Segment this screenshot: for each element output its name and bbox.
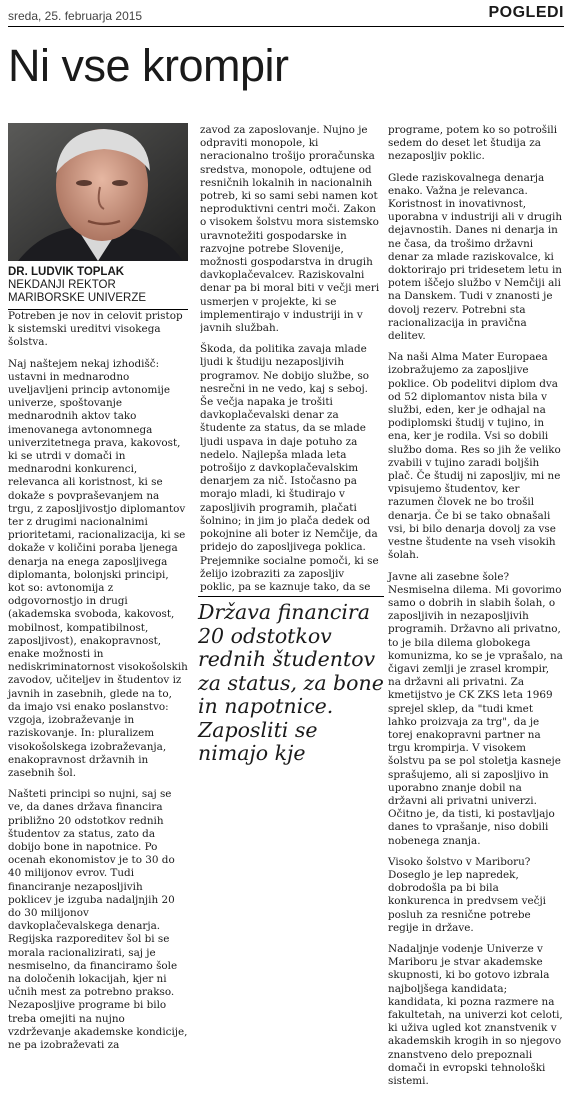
paragraph: Javne ali zasebne šole? Nesmiselna dilema. Mi govorimo samo o dobrih in slabih šolah, o zaposljivih in nezaposljivih programih. Državno ali privatno, to je bila dilema globokega komunizma, ko se je vprašalo, na čigavi zemlji je zrasel krompir, na državni ali privatni. Za kmetijstvo je CK ZKS leta 1969 sprejel sklep, da "tudi kmet lahko proizvaja za trg", da je torej enakopravni partner na trgu krompirja. V visokem šolstvu pa se pol stoletja kasneje sprašujemo, ali si zaposljivo in uporabno znanje dobil na državni ali privatni univerzi. Očitno je, da tisti, ki postavljajo danes to vprašanje, niso dobili nobenega znanja. bbox=[388, 570, 563, 847]
section-name: POGLEDI bbox=[488, 4, 564, 21]
paragraph: Škoda, da politika zavaja mlade ljudi k študiju nezaposljivih programov. Ne dobijo službe, so nesrečni in ne vedo, kaj s seboj. Še večja napaka je trošiti davkoplačevalski denar za študente za status, da se mlade ljudi uspava in daje potuho za nedelo. Najlepša mlada leta potrošijo z davkoplačevalskim denarjem za nič. Istočasno pa morajo mladi, ki študirajo v zaposljivih programih, plačati šolnino; in jim jo plača dedek od pokojnine ali boter iz Nemčije, da pridejo do zaposljivega poklica. Prejemnike socialne pomoči, ki se želijo izobraziti za zaposljiv poklic, pa se kaznuje tako, da se bbox=[200, 343, 379, 592]
article-title: Ni vse krompir bbox=[8, 40, 289, 91]
paragraph: Potreben je nov in celovit pristop k sistemski ureditvi visokega šolstva. bbox=[8, 310, 183, 349]
paragraph: Naj naštejem nekaj izhodišč: ustavni in mednarodno uveljavljeni princip avtonomije univerze, spoštovanje mednarodnih aktov tako imenovanega avtonomnega univerzitetnega prava, kakovost, ki se utrdi v domači in mednarodni konkurenci, relevanca ali koristnost, ki se dokaže s povpraševanjem na trgu, z zaposljivostjo diplomantov ter z drugimi nacionalnimi prioritetami, racionalizacija, ki se dokaže v količini poraba ljenega denarja na enega zaposljivega diplomanta, bolonjski principi, kot so: avtonomija z odgovornostjo in drugi (akademska svoboda, kakovost, mobilnost, kompatibilnost, zaposljivost), enakopravnost, enake možnosti in nediskriminatornost visokošolskih zavodov, učiteljev in študentov iz javnih in zasebnih, glede na to, da imajo vsi enako poslanstvo: vzgoja, izobraževanje in raziskovanje. In: pluralizem visokošolskega izobraževanja, enakopravnost državnih in zasebnih šol. bbox=[8, 357, 188, 779]
text-column-3 bbox=[388, 124, 564, 1096]
paragraph: programe, potem ko so potrošili sedem do deset let študija za nezaposljiv poklic. bbox=[388, 124, 558, 163]
publication-date: sreda, 25. februarja 2015 bbox=[8, 9, 143, 23]
pull-quote: Država financira 20 odstotkov rednih študentov za status, za bone in napotnice. Zaposliti se nimajo kje bbox=[198, 596, 384, 766]
text-column-2 bbox=[200, 124, 380, 592]
author-photo bbox=[8, 123, 188, 261]
paragraph: Na naši Alma Mater Europaea izobražujemo za zaposljive poklice. Ob podelitvi diplom dva od 52 diplomantov nista bila v službi, eden, ker je odhajal na podiplomski študij v tujino, in ena, ker je rodila. Vsi so dobili službo doma. Res so jih že veliko zvabili v tujino zaradi boljših plač. Če študij ni zaposljiv, mi ne vpisujemo študentov, ker razumen človek ne bo trošil denarja. Če bi se tako obnašali vsi, bi bilo denarja dovolj za vse vestne študente na vseh visokih šolah. bbox=[388, 351, 561, 562]
page-header bbox=[8, 4, 564, 27]
paragraph: zavod za zaposlovanje. Nujno je odpraviti monopole, ki neracionalno trošijo proračunska sredstva, monopole, odtujene od resničnih lokalnih in nacionalnih potreb, ki so sami sebi namen kot neproduktivni centri moči. Zakon o visokem šolstvu mora sistemsko uravnotežiti gospodarske in razvojne potrebe Slovenije, možnosti gospodarstva in drugih davkoplačevalcev. Raziskovalni denar pa bi moral biti v večji meri usmerjen v projekte, ki se implementirajo v industriji in v javnih službah. bbox=[200, 124, 380, 335]
paragraph: Glede raziskovalnega denarja enako. Važna je relevanca. Koristnost in inovativnost, uporabna v industriji ali v drugih dejavnostih. Danes ni denarja in ne časa, da trošimo državni denar za mlade raziskovalce, ki doktorirajo pri tridesetem letu in potem iščejo službo v Nemčiji ali na Danskem. Tudi v znanosti je dovolj rezerv. Potrebni sta racionalizacija in pravična delitev. bbox=[388, 171, 563, 343]
author-byline bbox=[8, 266, 188, 310]
author-role-line-2: MARIBORSKE UNIVERZE bbox=[8, 292, 147, 304]
author-name: DR. LUDVIK TOPLAK bbox=[8, 266, 125, 278]
paragraph: Nadaljnje vodenje Univerze v Mariboru je stvar akademske skupnosti, ki bo gotovo izbrala najboljšega kandidata; kandidata, ki pozna razmere na fakultetah, na univerzi kot celoti, ki uživa ugled kot znanstvenik v akademskih krogih in so njegovo znanstveno delo prepoznali domači in evropski tehnološki sistemi. bbox=[388, 942, 563, 1088]
author-role-line-1: NEKDANJI REKTOR bbox=[8, 279, 116, 291]
paragraph: Našteti principi so nujni, saj se ve, da danes država financira približno 20 odstotkov rednih študentov za status, zato da dobijo bone in napotnice. Po ocenah ekonomistov je to 30 do 40 milijonov evrov. Tudi financiranje nezaposljivih poklicev je izguba nadaljnjih 20 do 30 milijonov davkoplačevalskega denarja. Regijska razporeditev šol bi se morala racionalizirati, saj je nesmiselno, da financiramo šole na določenih lokacijah, kjer ni učnih mest za potrebno prakso. Nezaposljive programe bi bilo treba omejiti na nujno vzdrževanje akademske kondicije, ne pa izobraževati za bbox=[8, 788, 188, 1051]
paragraph: Visoko šolstvo v Mariboru? Doseglo je lep napredek, dobrodošla pa bi bila konkurenca in predvsem večji posluh za resnične potrebe regije in države. bbox=[388, 855, 546, 934]
author-portrait-image bbox=[8, 123, 188, 261]
